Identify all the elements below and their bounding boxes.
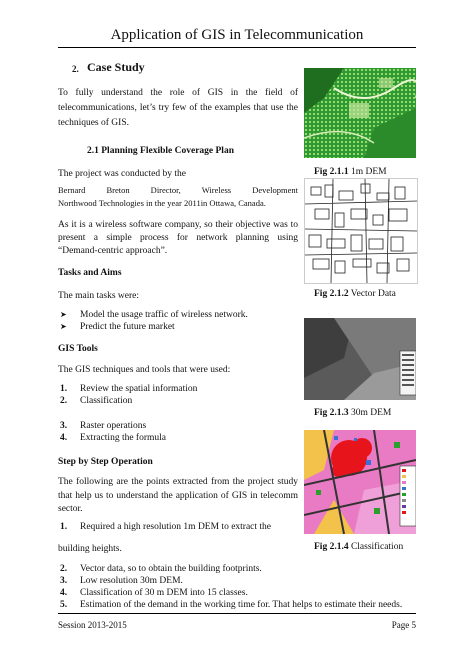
figure-1m-dem	[304, 68, 416, 158]
list-item: 5. Estimation of the demand in the working time for. That helps to estimate their needs.	[60, 600, 403, 610]
dem-30m-image	[304, 318, 416, 400]
gis-tools-list-a	[58, 383, 197, 407]
intro-paragraph: To fully understand the role of GIS in the field of telecommunications, let’s try few of the examples that use the techniques of GIS.	[58, 88, 298, 128]
list-item: 1. Required a high resolution 1m DEM to extract the	[60, 522, 272, 532]
list-item: 2. Vector data, so to obtain the building footprints.	[60, 564, 262, 574]
list-item: 3. Raster operations	[60, 421, 147, 431]
director-line-1: Bernard Breton Director, Wireless Development	[58, 185, 298, 195]
task-item: ➤ Model the usage traffic of wireless network.	[60, 310, 248, 320]
vector-data-image	[305, 179, 417, 283]
footer-session: Session 2013-2015	[58, 620, 127, 630]
tasks-heading: Tasks and Aims	[58, 268, 122, 278]
header-divider	[58, 47, 416, 48]
footer-page-number: Page 5	[391, 620, 416, 630]
gis-tools-list-b	[58, 420, 166, 444]
fig-caption-4: Fig 2.1.4 Classification	[314, 542, 404, 552]
task-item: ➤ Predict the future market	[60, 322, 175, 332]
footer-divider	[58, 613, 416, 614]
conducted-by-text: The project was conducted by the	[58, 169, 186, 179]
steps-list	[58, 563, 418, 611]
arrow-bullet-icon: ➤	[60, 310, 67, 319]
objective-paragraph: As it is a wireless software company, so their objective was to present a simple process for network planning using “Demand-centric approach”.	[58, 220, 298, 256]
figure-30m-dem	[304, 318, 416, 400]
list-item: 1. Review the spatial information	[60, 384, 198, 394]
fig-caption-2: Fig 2.1.2 Vector Data	[314, 289, 396, 299]
page-header-title: Application of GIS in Telecommunication	[110, 27, 364, 43]
classification-image	[304, 430, 416, 534]
subsection-heading: 2.1 Planning Flexible Coverage Plan	[87, 146, 234, 156]
gis-tools-intro: The GIS techniques and tools that were used:	[58, 365, 231, 375]
section-title: Case Study	[87, 60, 145, 74]
section-number: 2.	[72, 64, 79, 74]
fig-caption-3: Fig 2.1.3 30m DEM	[314, 408, 392, 418]
steps-intro: The following are the points extracted from the project study that help us to understand the application of GIS in telecomm sector.	[58, 477, 298, 514]
figure-classification	[304, 430, 416, 534]
steps-item-1-continuation: building heights.	[58, 544, 122, 554]
dem-1m-image	[304, 68, 416, 158]
fig-caption-1: Fig 2.1.1 1m DEM	[314, 167, 387, 177]
tasks-list	[58, 309, 298, 333]
director-line-2: Northwood Technologies in the year 2011in Ottawa, Canada.	[58, 198, 266, 208]
steps-item-1	[58, 521, 271, 533]
gis-tools-heading: GIS Tools	[58, 344, 98, 354]
arrow-bullet-icon: ➤	[60, 322, 67, 331]
list-item: 3. Low resolution 30m DEM.	[60, 576, 183, 586]
list-item: 4. Classification of 30 m DEM into 15 classes.	[60, 588, 248, 598]
tasks-intro: The main tasks were:	[58, 291, 139, 301]
list-item: 2. Classification	[60, 396, 133, 406]
steps-heading: Step by Step Operation	[58, 457, 153, 467]
figure-vector-data	[304, 178, 418, 284]
list-item: 4. Extracting the formula	[60, 433, 166, 443]
